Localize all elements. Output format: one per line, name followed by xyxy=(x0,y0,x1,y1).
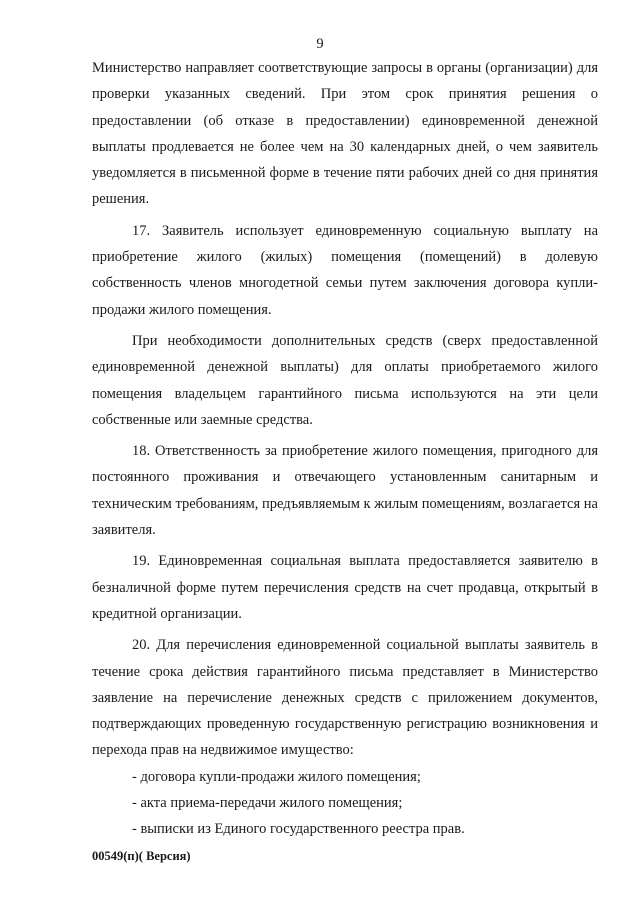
paragraph-continuation: Министерство направляет соответствующие запросы в органы (организации) для проверки указанных сведений. При этом срок принятия решения о предоставлении (об отказе в предоставлении) единовременной денежной выплаты продлевается не более чем на 30 календарных дней, о чем заявитель уведомляется в письменной форме в течение пяти рабочих дней со дня принятия решения. xyxy=(92,60,598,208)
document-body xyxy=(92,55,598,843)
list-item: - выписки из Единого государственного реестра прав. xyxy=(132,821,465,838)
paragraph-18: 18. Ответственность за приобретение жилого помещения, пригодного для постоянного проживания и отвечающего установленным санитарным и техническим требованиям, предъявляемым к жилым помещениям, возлагается на заявителя. xyxy=(92,443,598,539)
list-item: - акта приема-передачи жилого помещения; xyxy=(132,795,403,812)
list-item: - договора купли-продажи жилого помещения; xyxy=(132,768,421,785)
paragraph-20: 20. Для перечисления единовременной социальной выплаты заявитель в течение срока действия гарантийного письма представляет в Министерство заявление на перечисление денежных средств с приложением документов, подтверждающих проведенную государственную регистрацию возникновения и перехода прав на недвижимое имущество: xyxy=(92,637,598,759)
page-number: 9 xyxy=(316,36,324,52)
paragraph-19: 19. Единовременная социальная выплата предоставляется заявителю в безналичной форме путем перечисления средств на счет продавца, открытый в кредитной организации. xyxy=(92,553,598,622)
document-footer-code: 00549(п)( Версия) xyxy=(92,849,191,863)
paragraph-additional-funds: При необходимости дополнительных средств (сверх предоставленной единовременной денежной выплаты) для оплаты приобретаемого жилого помещения владельцем гарантийного письма используются на эти цели собственные или заемные средства. xyxy=(92,332,598,428)
paragraph-17: 17. Заявитель использует единовременную социальную выплату на приобретение жилого (жилых) помещения (помещений) в долевую собственность членов многодетной семьи путем заключения договора купли-продажи жилого помещения. xyxy=(92,222,598,318)
